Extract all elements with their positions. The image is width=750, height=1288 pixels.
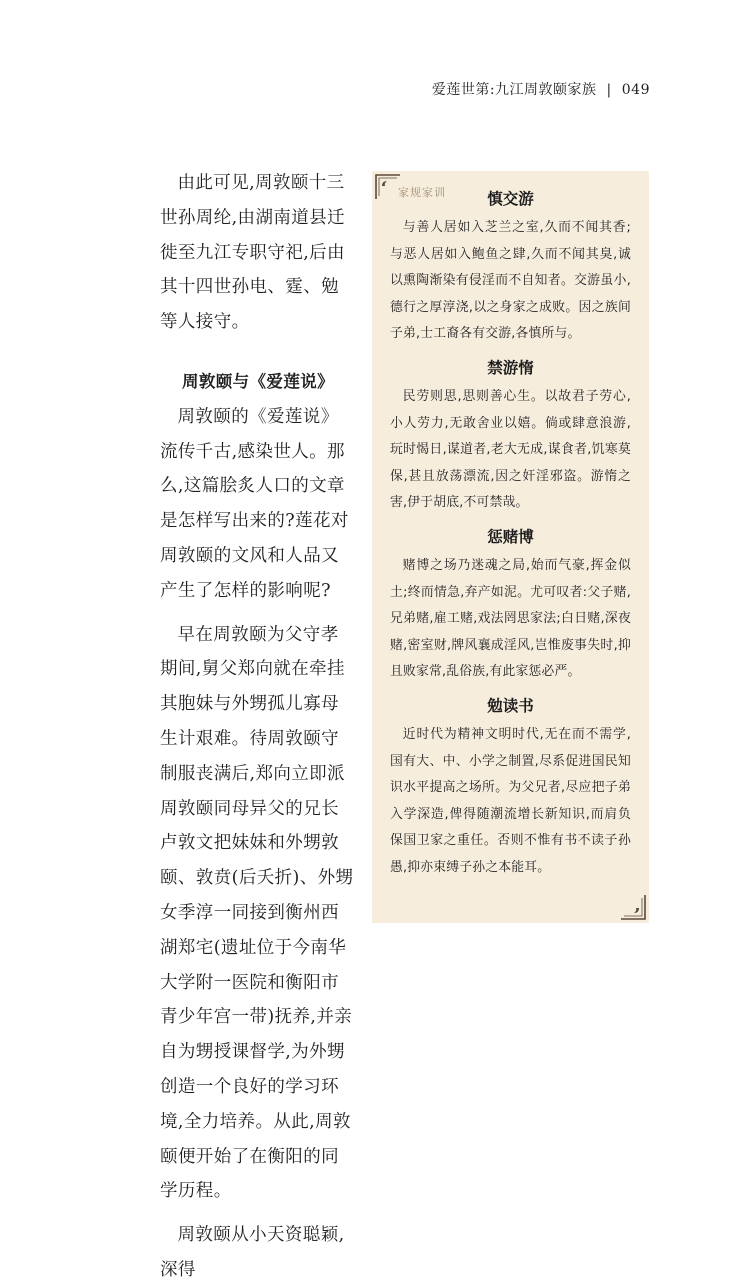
corner-ornament-icon — [620, 894, 646, 920]
book-title: 爱莲世第:九江周敦颐家族 — [431, 82, 597, 98]
rule-title: 禁游惰 — [487, 358, 534, 377]
main-column — [160, 166, 356, 1288]
sidebar-label: 家规家训 — [398, 186, 446, 199]
header-divider: | — [606, 82, 612, 98]
rule-text: 赌博之场乃迷魂之局,始而气豪,挥金似土;终而情急,弃产如泥。尤可叹者:父子赌,兄弟赌,雇工赌,戏法罔思家法;白日赌,深夜赌,密室财,牌风襄成淫风,岂惟废事失时,抑且败家常,乱俗族,有此家惩必严。 — [390, 557, 631, 680]
body-paragraph: 由此可见,周敦颐十三世孙周纶,由湖南道县迁徙至九江专职守祀,后由其十四世孙电、霆、勉等人接守。 — [160, 173, 345, 333]
rule-section — [390, 187, 631, 348]
rule-section — [390, 525, 631, 686]
rule-section — [390, 694, 631, 882]
family-rules-sidebar — [372, 171, 649, 923]
body-paragraph: 周敦颐从小天资聪颖,深得 — [160, 1225, 345, 1280]
rule-title: 勉读书 — [487, 696, 534, 715]
rule-title: 慎交游 — [487, 190, 534, 208]
page-number: 049 — [621, 82, 650, 98]
section-heading: 周敦颐与《爱莲说》 — [181, 371, 335, 391]
running-head — [432, 79, 650, 99]
body-paragraph: 周敦颐的《爱莲说》流传千古,感染世人。那么,这篇脍炙人口的文章是怎样写出来的?莲花对周敦颐的文风和人品又产生了怎样的影响呢? — [160, 406, 349, 601]
rule-section — [390, 356, 631, 517]
body-paragraph: 早在周敦颐为父守孝期间,舅父郑向就在牵挂其胞妹与外甥孤儿寡母生计艰难。待周敦颐守制服丧满后,郑向立即派周敦颐同母异父的兄长卢敦文把妹妹和外甥敦颐、敦贲(后夭折)、外甥女季淳一同接到衡州西湖郑宅(遗址位于今南华大学附一医院和衡阳市青少年宫一带)抚养,并亲自为甥授课督学,为外甥创造一个良好的学习环境,全力培养。从此,周敦颐便开始了在衡阳的同学历程。 — [160, 624, 354, 1202]
rule-title: 惩赌博 — [487, 527, 534, 546]
rule-text: 近时代为精神文明时代,无在而不需学,国有大、中、小学之制置,尽系促进国民知识水平提高之场所。为父兄者,尽应把子弟入学深造,俾得随潮流增长新知识,而肩负保国卫家之重任。否则不惟有书不读子孙愚,抑亦束缚子孙之本能耳。 — [390, 726, 631, 875]
rule-text: 民劳则思,思则善心生。以故君子劳心,小人劳力,无敢舍业以嬉。倘或肆意浪游,玩时愒日,谋道者,老大无成,谋食者,饥寒莫保,甚且放荡漂流,因之奸淫邪盗。游惰之害,伊于胡底,不可禁哉。 — [390, 388, 631, 511]
rule-text: 与善人居如入芝兰之室,久而不闻其香;与恶人居如入鲍鱼之肆,久而不闻其臭,诚以熏陶渐染有侵淫而不自知者。交游虽小,德行之厚淳浇,以之身家之成败。因之族间子弟,士工裔各有交游,各慎所与。 — [390, 220, 631, 342]
